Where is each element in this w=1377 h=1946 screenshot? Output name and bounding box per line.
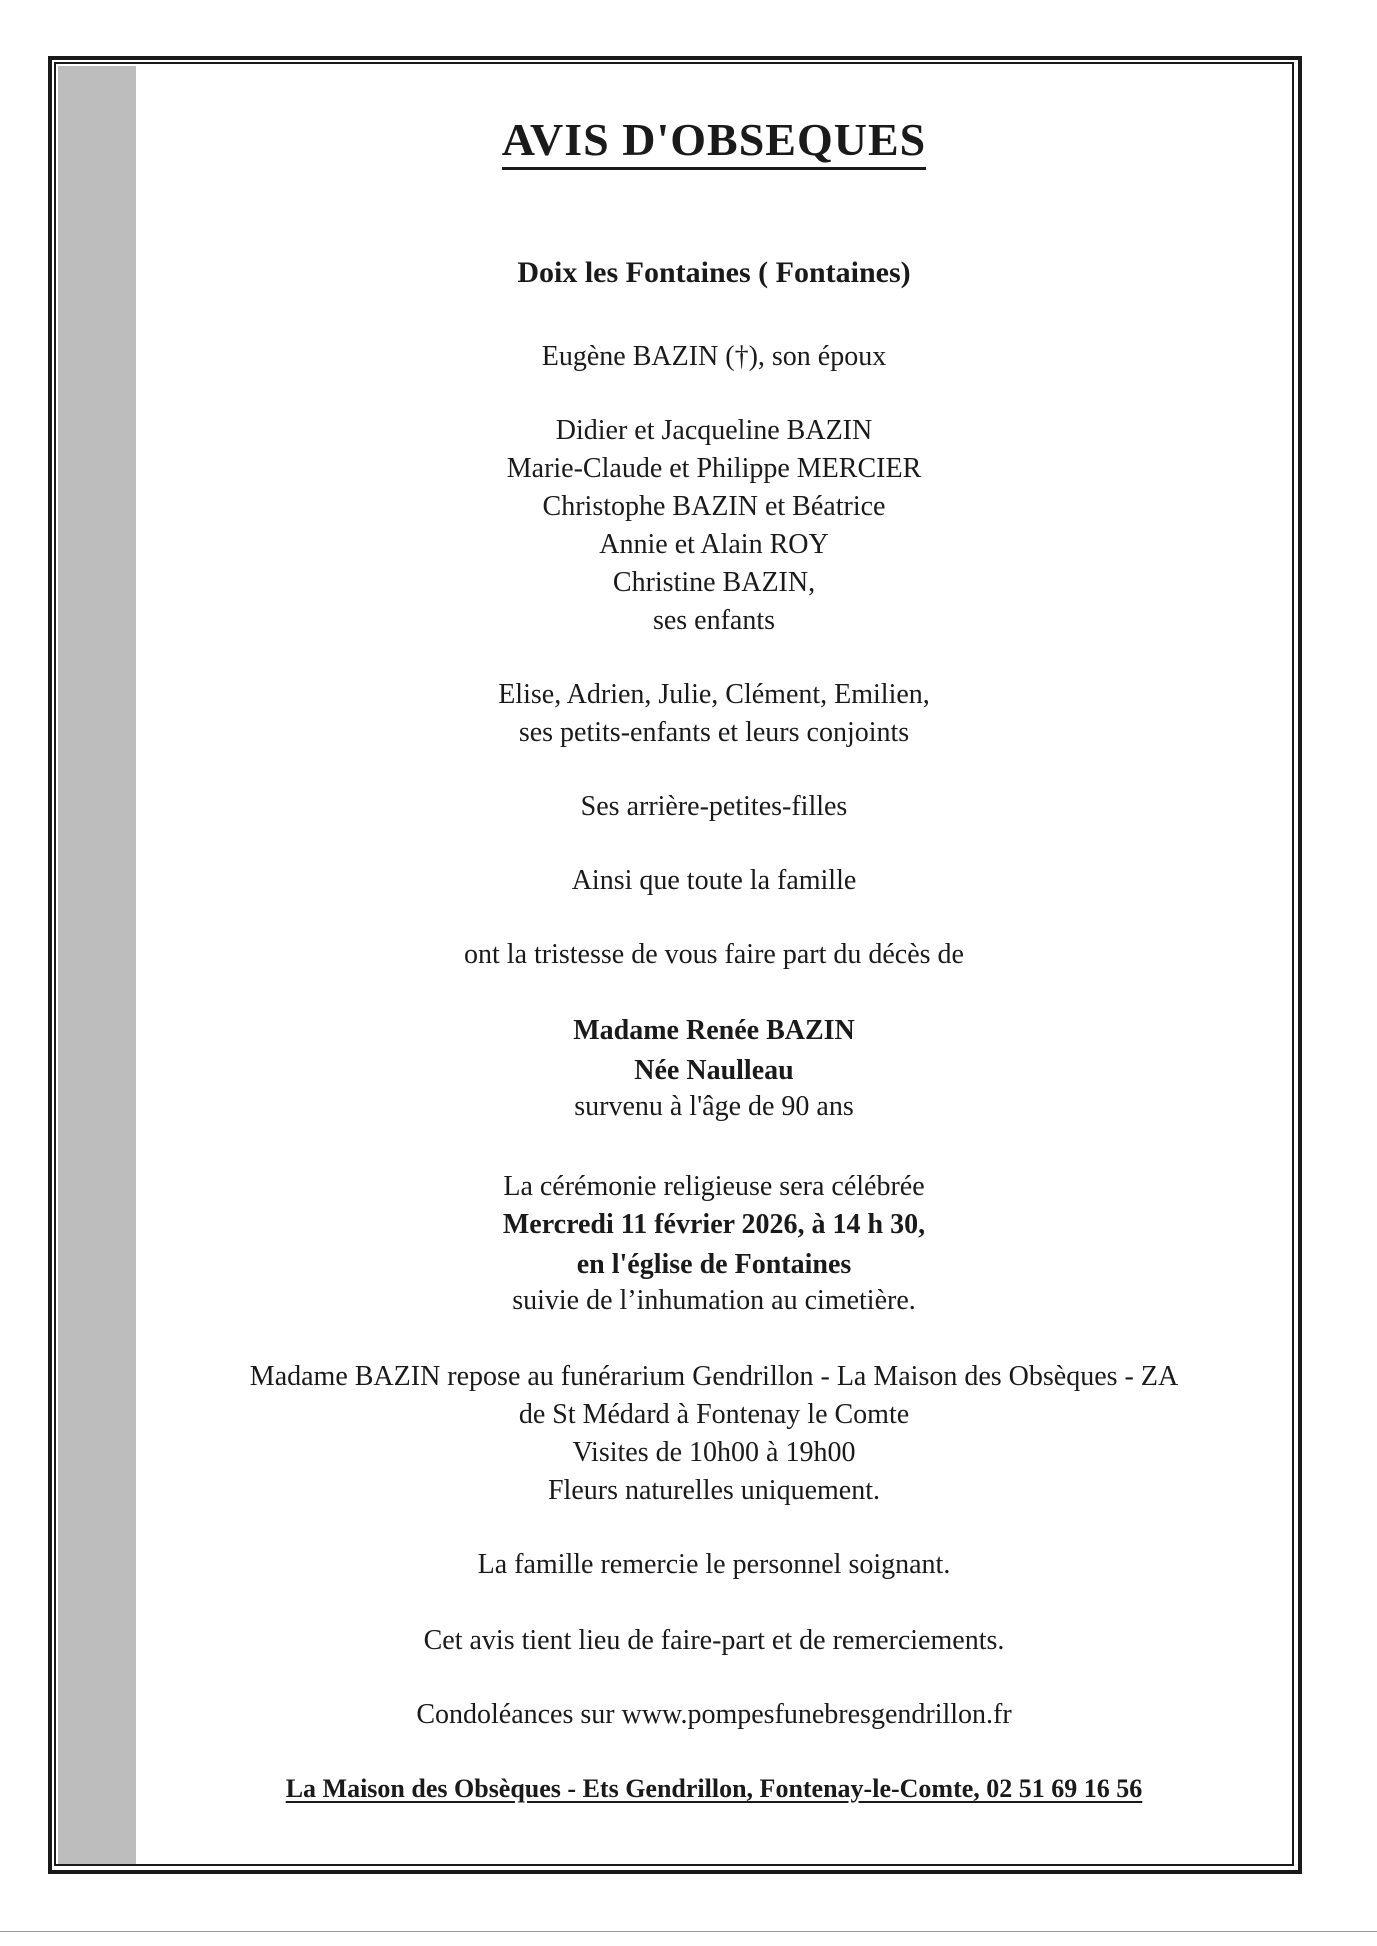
- children-caption: ses enfants: [652, 605, 776, 636]
- footer-contact: [136, 1770, 1292, 1808]
- funerarium-line-2: de St Médard à Fontenay le Comte: [518, 1399, 910, 1430]
- child-line: Christine BAZIN,: [612, 567, 816, 598]
- child-line: Didier et Jacqueline BAZIN: [555, 415, 873, 446]
- deceased-maiden-name: Née Naulleau: [634, 1055, 794, 1086]
- funerarium-line-1: Madame BAZIN repose au funérarium Gendrillon - La Maison des Obsèques - ZA: [249, 1361, 1179, 1392]
- child-line: Annie et Alain ROY: [599, 529, 829, 560]
- thanks-line: La famille remercie le personnel soignant.: [477, 1549, 951, 1580]
- ceremony-date: Mercredi 11 février 2026, à 14 h 30,: [502, 1209, 926, 1240]
- condolences-line: Condoléances sur www.pompesfunebresgendrillon.fr: [416, 1699, 1012, 1730]
- ceremony-intro: La cérémonie religieuse sera célébrée: [503, 1171, 925, 1202]
- ceremony-burial: suivie de l’inhumation au cimetière.: [512, 1285, 916, 1316]
- gray-side-band: [58, 66, 136, 1864]
- announcement-line: ont la tristesse de vous faire part du décès de: [464, 939, 964, 970]
- notice-content: [136, 66, 1292, 1864]
- deceased-age: survenu à l'âge de 90 ans: [574, 1091, 854, 1122]
- child-line: Christophe BAZIN et Béatrice: [542, 491, 886, 522]
- spouse-line: Eugène BAZIN (†), son époux: [541, 341, 887, 372]
- family-line: Ainsi que toute la famille: [571, 865, 857, 896]
- location: Doix les Fontaines ( Fontaines): [517, 256, 911, 289]
- visits-hours: Visites de 10h00 à 19h00: [572, 1437, 856, 1468]
- notice-line: Cet avis tient lieu de faire-part et de remerciements.: [423, 1625, 1005, 1656]
- page-title: AVIS D'OBSEQUES: [136, 110, 1292, 170]
- flowers-note: Fleurs naturelles uniquement.: [547, 1475, 881, 1506]
- page-bottom-rule: [0, 1931, 1377, 1932]
- grandchildren-names: Elise, Adrien, Julie, Clément, Emilien,: [498, 679, 930, 710]
- great-grandchildren: Ses arrière-petites-filles: [580, 791, 848, 822]
- footer-contact-text: La Maison des Obsèques - Ets Gendrillon, Fontenay-le-Comte, 02 51 69 16 56: [285, 1774, 1143, 1803]
- grandchildren-caption: ses petits-enfants et leurs conjoints: [518, 717, 910, 748]
- deceased-name: Madame Renée BAZIN: [573, 1015, 855, 1046]
- child-line: Marie-Claude et Philippe MERCIER: [506, 453, 922, 484]
- ceremony-place: en l'église de Fontaines: [576, 1249, 852, 1280]
